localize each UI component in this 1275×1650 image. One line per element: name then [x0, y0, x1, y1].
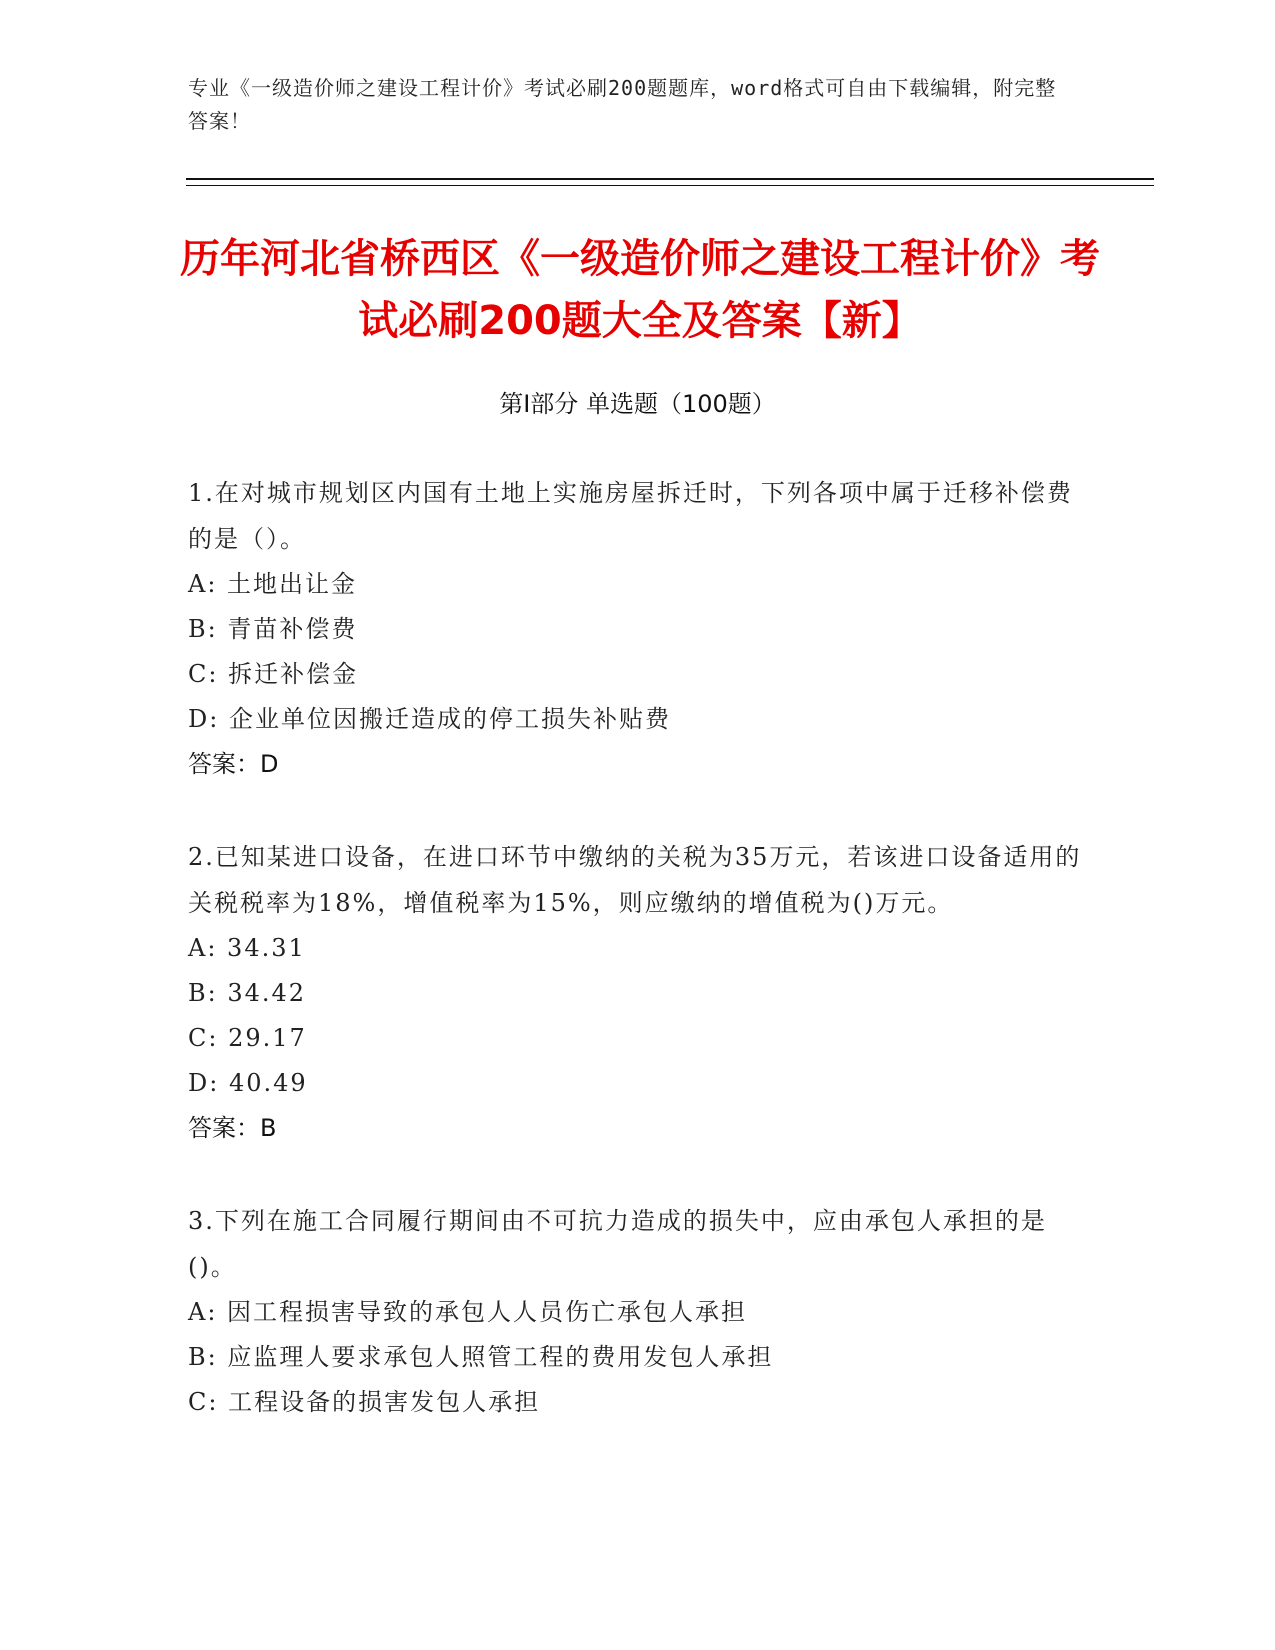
option-c: C: 拆迁补偿金 — [188, 660, 359, 688]
question-1 — [188, 470, 1088, 787]
question-list — [188, 470, 1088, 1472]
question-2 — [188, 834, 1088, 1151]
option-b: B: 应监理人要求承包人照管工程的费用发包人承担 — [188, 1343, 774, 1371]
question-3 — [188, 1198, 1088, 1425]
option-d: D: 企业单位因搬迁造成的停工损失补贴费 — [188, 705, 671, 733]
question-stem: 2.已知某进口设备，在进口环节中缴纳的关税为35万元，若该进口设备适用的关税税率为18%，增值税率为15%，则应缴纳的增值税为()万元。 — [188, 843, 1082, 917]
option-a: A: 34.31 — [188, 934, 306, 962]
answer-label: 答案：B — [188, 1114, 277, 1142]
header-divider-thick — [186, 178, 1154, 180]
section-heading: 第Ⅰ部分 单选题（100题） — [499, 390, 776, 418]
question-stem: 1.在对城市规划区内国有土地上实施房屋拆迁时，下列各项中属于迁移补偿费的是（）。 — [188, 479, 1073, 553]
option-a: A: 因工程损害导致的承包人人员伤亡承包人承担 — [188, 1298, 748, 1326]
question-stem: 3.下列在施工合同履行期间由不可抗力造成的损失中，应由承包人承担的是()。 — [188, 1207, 1047, 1281]
option-c: C: 工程设备的损害发包人承担 — [188, 1388, 541, 1416]
option-d: D: 40.49 — [188, 1069, 308, 1097]
answer-label: 答案：D — [188, 750, 279, 778]
option-b: B: 34.42 — [188, 979, 307, 1007]
option-b: B: 青苗补偿费 — [188, 615, 358, 643]
document-title: 历年河北省桥西区《一级造价师之建设工程计价》考试必刷200题大全及答案【新】 — [180, 236, 1100, 344]
option-c: C: 29.17 — [188, 1024, 307, 1052]
header-note: 专业《一级造价师之建设工程计价》考试必刷200题题库，word格式可自由下载编辑，附完整答案！ — [188, 76, 1057, 133]
option-a: A: 土地出让金 — [188, 570, 358, 598]
header-divider-thin — [186, 185, 1154, 186]
